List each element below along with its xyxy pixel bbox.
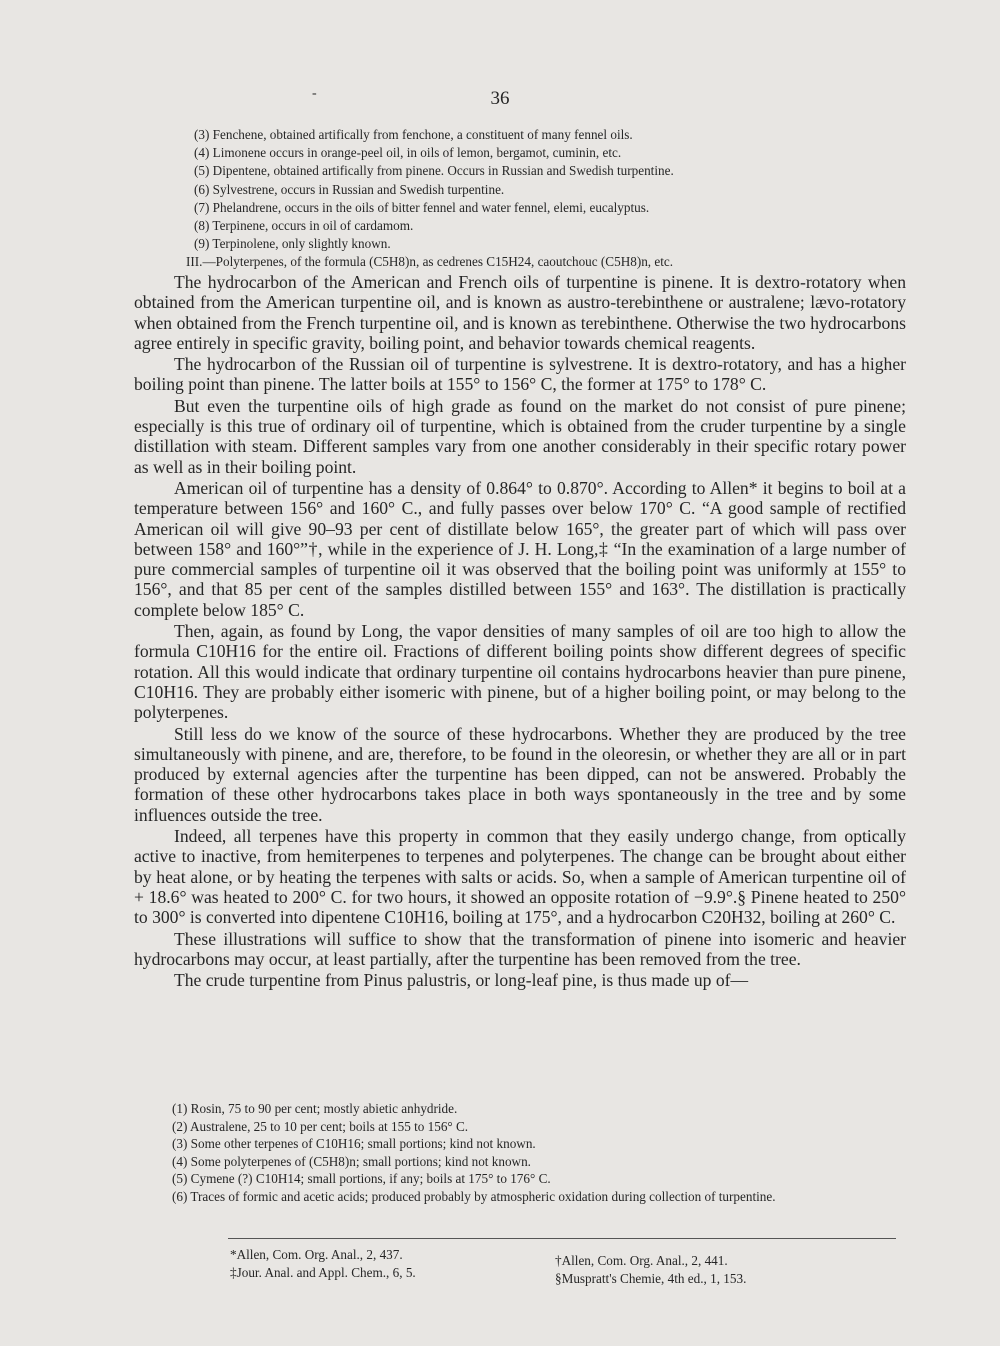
paragraph: But even the turpentine oils of high grade as found on the market do not consist of pure pinene; especially is this true of ordinary oil of turpentine, which is obtained from the cruder turpentine by a single distillation with steam. Different samples vary from one another considerably in their specific rotary power as well as in their boiling point. [134, 395, 906, 477]
list-item: (2) Australene, 25 to 10 per cent; boils at 155 to 156° C. [172, 1118, 469, 1134]
list-item: (9) Terpinolene, only slightly known. [194, 236, 391, 252]
paragraph: These illustrations will suffice to show that the transformation of pinene into isomeric and heavier hydrocarbons may occur, at least partially, after the turpentine has been removed from the tree. [134, 928, 906, 969]
paragraph: Indeed, all terpenes have this property in common that they easily undergo change, from optically active to inactive, from hemiterpenes to terpenes and polyterpenes. The change can be brought about either by heat alone, or by heating the terpenes with salts or acids. So, when a sample of American turpentine oil of + 18.6° was heated to 200° C. for two hours, it showed an opposite rotation of −9.9°.§ Pinene heated to 250° to 300° is converted into dipentene C10H16, boiling at 175°, and a hydrocarbon C20H32, boiling at 260° C. [134, 826, 906, 928]
paragraph: The hydrocarbon of the American and French oils of turpentine is pinene. It is dextro-rotatory when obtained from the American turpentine oil, and is known as austro-terebinthene or australene; lævo-rotatory when obtained from the French turpentine oil, and is known as terebinthene. Otherwise the two hydrocarbons agree entirely in specific gravity, boiling point, and behavior towards chemical reagents. [134, 272, 906, 353]
list-item: (1) Rosin, 75 to 90 per cent; mostly abietic anhydride. [172, 1101, 458, 1116]
footnote: §Muspratt's Chemie, 4th ed., 1, 153. [555, 1271, 747, 1287]
footnotes-right [555, 1252, 875, 1289]
list-item: (7) Phelandrene, occurs in the oils of bitter fennel and water fennel, elemi, eucalyptus. [194, 199, 650, 215]
footnote-rule [228, 1238, 896, 1239]
body-text [134, 272, 906, 991]
paragraph: The hydrocarbon of the Russian oil of turpentine is sylvestrene. It is dextro-rotatory, and has a higher boiling point than pinene. The latter boils at 155° to 156° C, the former at 175° to 178° C. [134, 354, 906, 395]
list-item: (6) Sylvestrene, occurs in Russian and Swedish turpentine. [194, 181, 505, 197]
list-item: (4) Limonene occurs in orange-peel oil, in oils of lemon, bergamot, cuminin, etc. [194, 145, 622, 161]
list-item: (4) Some polyterpenes of (C5H8)n; small portions; kind not known. [172, 1153, 531, 1169]
list-item: (5) Cymene (?) C10H14; small portions, if any; boils at 175° to 176° C. [172, 1171, 551, 1187]
paragraph: Then, again, as found by Long, the vapor densities of many samples of oil are too high to allow the formula C10H16 for the entire oil. Fractions of different boiling points show different degrees of specific rotation. All this would indicate that ordinary turpentine oil contains hydrocarbons heavier than pure pinene, C10H16. They are probably either isomeric with pinene, but of a higher boiling point, or may belong to the polyterpenes. [134, 621, 906, 723]
list-item: (8) Terpinene, occurs in oil of cardamom. [194, 218, 414, 234]
stray-mark: - [312, 86, 317, 101]
footnote: †Allen, Com. Org. Anal., 2, 441. [555, 1253, 728, 1268]
footnote: *Allen, Com. Org. Anal., 2, 437. [230, 1247, 403, 1262]
list-item: (5) Dipentene, obtained artifically from pinene. Occurs in Russian and Swedish turpentine. [194, 163, 674, 179]
list-item: (3) Some other terpenes of C10H16; small portions; kind not known. [172, 1136, 536, 1152]
list-item: (3) Fenchene, obtained artifically from fenchone, a constituent of many fennel oils. [194, 127, 633, 142]
list-item: (6) Traces of formic and acetic acids; produced probably by atmospheric oxidation during collection of turpentine. [172, 1188, 776, 1204]
footnote: ‡Jour. Anal. and Appl. Chem., 6, 5. [230, 1265, 416, 1281]
list-item: III.—Polyterpenes, of the formula (C5H8)n, as cedrenes C15H24, caoutchouc (C5H8)n, etc. [186, 254, 674, 270]
paragraph: American oil of turpentine has a density of 0.864° to 0.870°. According to Allen* it begins to boil at a temperature between 156° and 160° C., and fully passes over below 170° C. “A good sample of rectified American oil will give 90–93 per cent of distillate below 165°, the greater part of which will pass over between 158° and 160°”†, while in the experience of J. H. Long,‡ “In the examination of a large number of pure commercial samples of turpentine oil it was observed that the boiling point was uniformly at 155° to 156°, and that 85 per cent of the samples distilled between 155° and 163°. The distillation is practically complete below 185° C. [134, 477, 906, 620]
page-number: 36 [490, 88, 510, 109]
composition-list [134, 1100, 906, 1206]
terpene-list [186, 126, 826, 272]
paragraph: The crude turpentine from Pinus palustris, or long-leaf pine, is thus made up of— [174, 970, 749, 991]
paragraph: Still less do we know of the source of these hydrocarbons. Whether they are produced by the tree simultaneously with pinene, and are, therefore, to be found in the oleoresin, or whether they are all or in part produced by external agencies after the turpentine has been dipped, can not be answered. Probably the formation of these other hydrocarbons takes place in both ways spontaneously in the tree and by some influences outside the tree. [134, 723, 906, 825]
footnotes-left [230, 1246, 530, 1283]
